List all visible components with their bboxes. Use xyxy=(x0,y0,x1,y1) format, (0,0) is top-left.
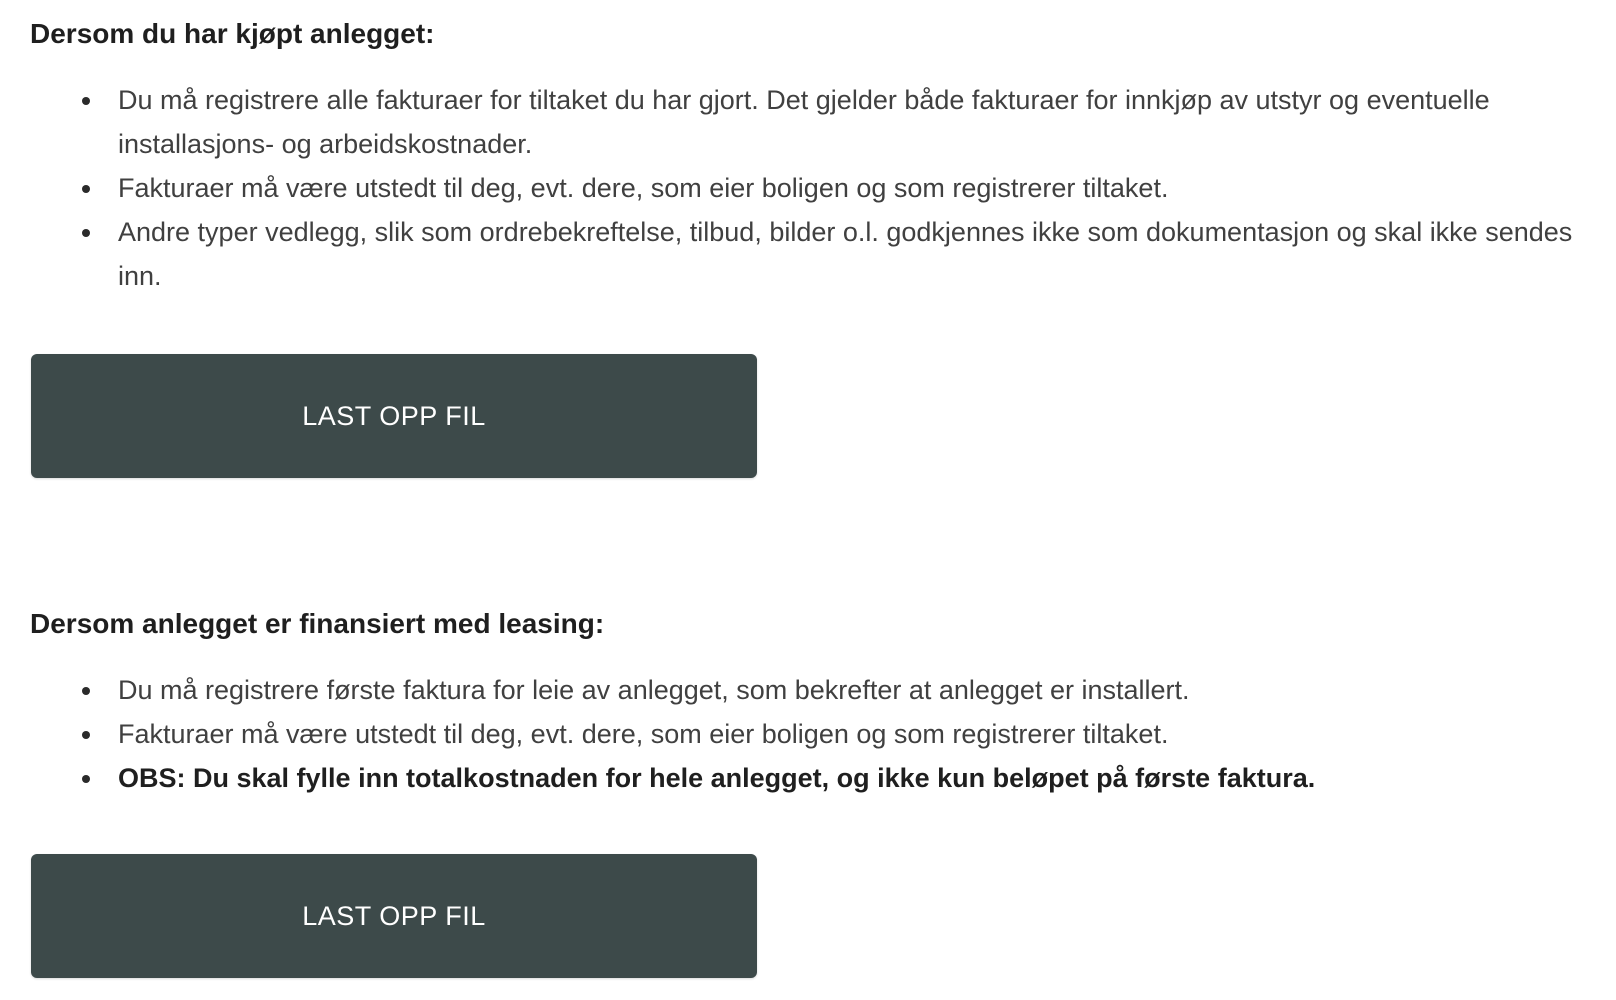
list-item: Fakturaer må være utstedt til deg, evt. dere, som eier boligen og som registrerer tiltaket. xyxy=(30,166,1600,210)
list-item: Fakturaer må være utstedt til deg, evt. dere, som eier boligen og som registrerer tiltaket. xyxy=(30,712,1600,756)
leasing-heading: Dersom anlegget er finansiert med leasing: xyxy=(30,608,605,639)
list-item-notice: OBS: Du skal fylle inn totalkostnaden for hele anlegget, og ikke kun beløpet på første faktura. xyxy=(30,756,1600,800)
leasing-section xyxy=(30,604,1600,800)
purchased-section xyxy=(30,14,1600,298)
leasing-requirements-list xyxy=(30,668,1600,800)
upload-file-button-leasing[interactable]: LAST OPP FIL xyxy=(31,854,757,978)
list-item: Du må registrere alle fakturaer for tiltaket du har gjort. Det gjelder både fakturaer for innkjøp av utstyr og eventuelle installasjons- og arbeidskostnader. xyxy=(30,78,1600,166)
purchased-heading: Dersom du har kjøpt anlegget: xyxy=(30,18,435,49)
upload-file-button-purchased[interactable]: LAST OPP FIL xyxy=(31,354,757,478)
list-item: Du må registrere første faktura for leie av anlegget, som bekrefter at anlegget er installert. xyxy=(30,668,1600,712)
purchased-requirements-list xyxy=(30,78,1600,298)
list-item: Andre typer vedlegg, slik som ordrebekreftelse, tilbud, bilder o.l. godkjennes ikke som dokumentasjon og skal ikke sendes inn. xyxy=(30,210,1600,298)
